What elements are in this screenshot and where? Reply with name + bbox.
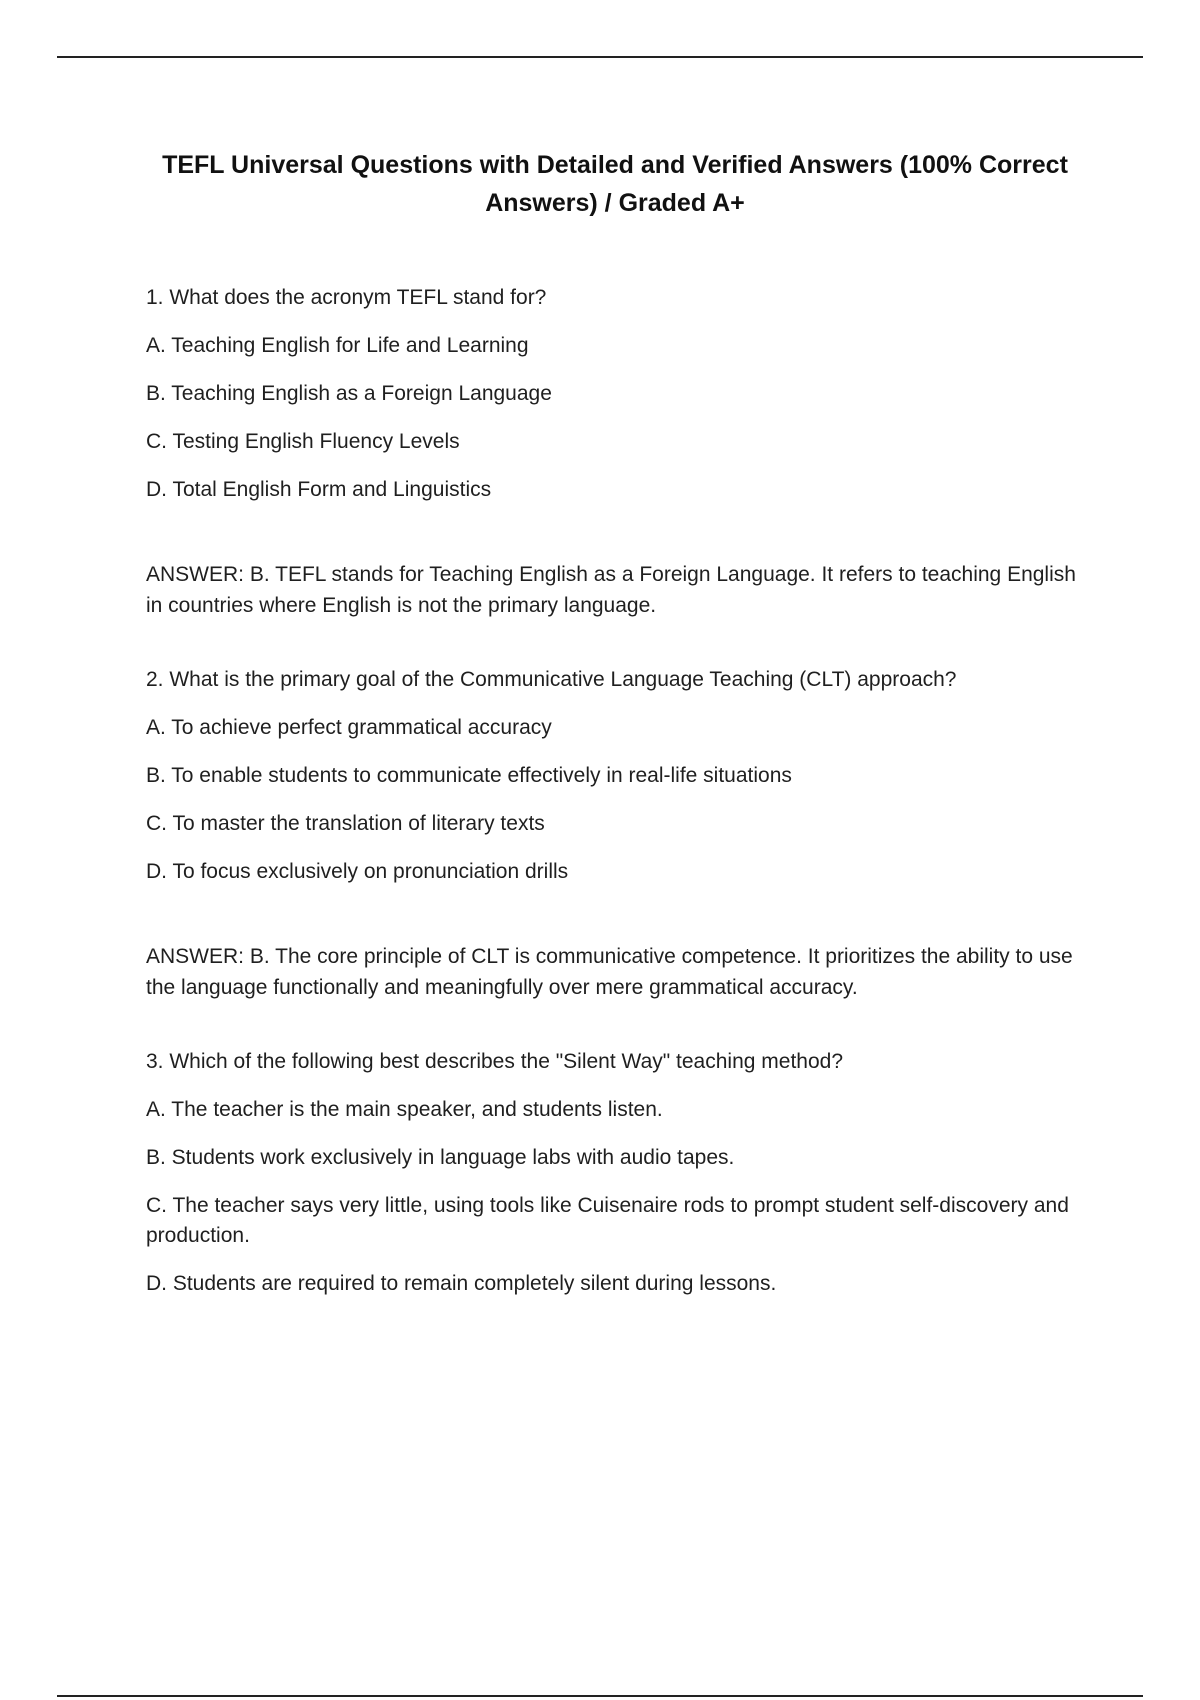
option-b: B. To enable students to communicate effectively in real-life situations	[146, 764, 792, 787]
answer-options	[146, 1095, 1096, 1299]
option-b: B. Teaching English as a Foreign Language	[146, 382, 552, 405]
document-title: TEFL Universal Questions with Detailed and Verified Answers (100% Correct Answers) / Graded A+	[162, 151, 1068, 217]
option-d: D. Total English Form and Linguistics	[146, 478, 492, 501]
option-b: B. Students work exclusively in language labs with audio tapes.	[146, 1146, 735, 1169]
option-c: C. Testing English Fluency Levels	[146, 430, 460, 453]
option-c: C. To master the translation of literary texts	[146, 812, 545, 835]
top-divider	[57, 56, 1143, 58]
questions-content	[146, 283, 1096, 1299]
question-block-3	[146, 1047, 1096, 1299]
question-text: 1. What does the acronym TEFL stand for?	[146, 286, 547, 309]
answer-explanation: ANSWER: B. The core principle of CLT is communicative competence. It prioritizes the ability to use the language functionally and meaningfully over mere grammatical accuracy.	[146, 945, 1073, 999]
option-d: D. To focus exclusively on pronunciation drills	[146, 860, 569, 883]
answer-explanation: ANSWER: B. TEFL stands for Teaching English as a Foreign Language. It refers to teaching English in countries where English is not the primary language.	[146, 563, 1076, 617]
option-a: A. The teacher is the main speaker, and students listen.	[146, 1098, 663, 1121]
option-a: A. Teaching English for Life and Learning	[146, 334, 529, 357]
bottom-divider	[57, 1695, 1143, 1697]
answer-options	[146, 713, 1096, 887]
option-d: D. Students are required to remain completely silent during lessons.	[146, 1272, 777, 1295]
option-c: C. The teacher says very little, using tools like Cuisenaire rods to prompt student self-discovery and production.	[146, 1194, 1069, 1247]
question-text: 2. What is the primary goal of the Communicative Language Teaching (CLT) approach?	[146, 668, 957, 691]
question-block-2	[146, 665, 1096, 1003]
question-text: 3. Which of the following best describes the "Silent Way" teaching method?	[146, 1050, 843, 1073]
option-a: A. To achieve perfect grammatical accuracy	[146, 716, 552, 739]
question-block-1	[146, 283, 1096, 621]
answer-options	[146, 331, 1096, 505]
